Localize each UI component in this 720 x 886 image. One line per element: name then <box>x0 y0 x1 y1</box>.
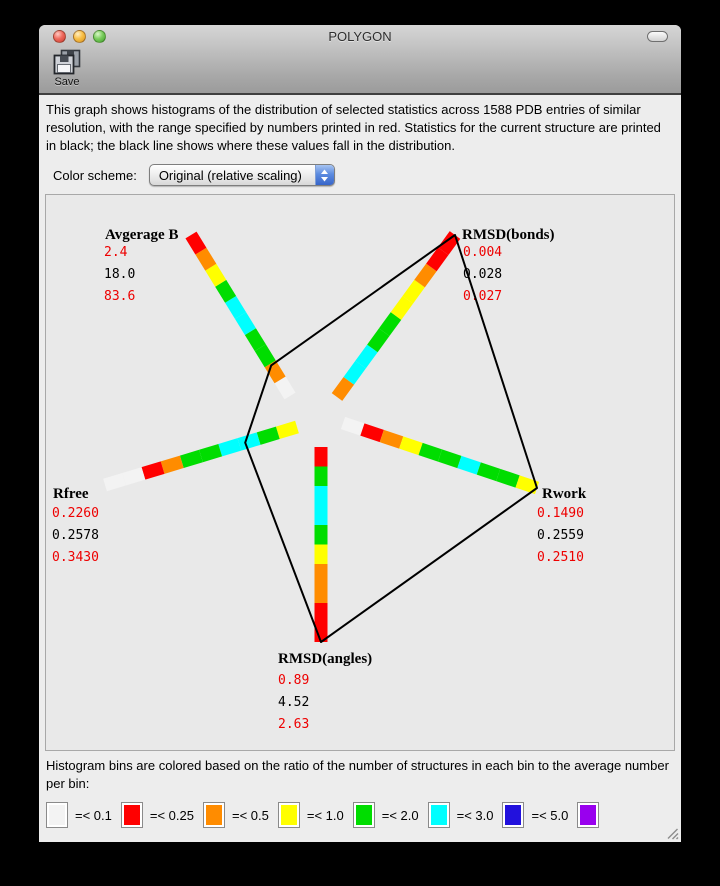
hist-bin <box>241 316 251 332</box>
resize-grip[interactable] <box>665 826 679 840</box>
hist-bin <box>440 456 459 463</box>
hist-bin <box>337 381 349 397</box>
axis-value: 0.89 <box>278 673 310 688</box>
hist-bin <box>408 284 420 300</box>
legend-label: =< 2.0 <box>381 807 419 823</box>
hist-bin <box>221 283 231 299</box>
save-button[interactable] <box>49 47 85 90</box>
hist-bin <box>382 436 401 443</box>
axis-label-2: Rwork <box>542 486 587 502</box>
popup-arrows-icon <box>315 165 334 185</box>
hist-bin <box>401 443 420 450</box>
color-scheme-label: Color scheme: <box>53 167 137 183</box>
axis-value: 83.6 <box>104 289 136 304</box>
legend-label: =< 0.25 <box>149 807 194 823</box>
save-icon <box>53 49 81 75</box>
legend-swatch-color <box>124 805 140 825</box>
legend-swatch-blue <box>502 802 524 828</box>
color-legend <box>46 802 674 828</box>
color-scheme-value: Original (relative scaling) <box>158 167 302 183</box>
legend-label: =< 3.0 <box>456 807 494 823</box>
legend-swatch-purple <box>577 802 599 828</box>
minimize-button[interactable] <box>73 30 86 43</box>
color-scheme-row <box>46 164 674 186</box>
legend-swatch-white <box>46 802 68 828</box>
hist-bin <box>343 423 362 430</box>
axis-value: 2.63 <box>278 717 310 732</box>
description-text: This graph shows histograms of the distribution of selected statistics across 1588 PDB entries of similar resolution, with the range specified by numbers printed in red. Statistics for the current structure are printed in black; the black line shows where these values fall in the distribution. <box>46 102 661 153</box>
legend-swatch-cyan <box>428 802 450 828</box>
hist-bin <box>518 482 537 489</box>
zoom-button[interactable] <box>93 30 106 43</box>
legend-swatch-color <box>49 805 65 825</box>
polygon-window <box>39 25 681 842</box>
axis-value: 0.004 <box>463 245 503 260</box>
legend-swatch-color <box>281 805 297 825</box>
legend-label: =< 0.5 <box>231 807 269 823</box>
hist-bin <box>384 316 396 332</box>
polygon-chart-panel <box>45 194 675 751</box>
axis-value: 0.2578 <box>52 528 99 543</box>
hist-bin <box>250 332 260 348</box>
window-chrome <box>39 25 681 95</box>
axis-value: 0.028 <box>463 267 503 282</box>
axis-label-1: RMSD(bonds) <box>462 227 555 243</box>
polygon-chart-svg <box>46 195 674 750</box>
hist-bin <box>211 267 221 283</box>
hist-bin <box>124 473 143 479</box>
hist-bin <box>420 267 432 283</box>
hist-bin <box>479 469 498 476</box>
hist-bin <box>105 479 124 485</box>
hist-bin <box>362 430 381 437</box>
hist-bin <box>421 449 440 456</box>
legend-panel <box>39 751 681 828</box>
axis-label-4: Rfree <box>53 486 89 502</box>
hist-bin <box>278 427 297 433</box>
hist-bin <box>201 251 211 267</box>
legend-swatch-color <box>505 805 521 825</box>
hist-bin <box>260 348 270 364</box>
legend-swatch-color <box>580 805 596 825</box>
legend-swatch-red <box>121 802 143 828</box>
legend-swatch-color <box>206 805 222 825</box>
toolbar-toggle-button[interactable] <box>647 31 668 42</box>
hist-bin <box>431 251 443 267</box>
hist-bin <box>201 450 220 456</box>
legend-swatch-yellow <box>278 802 300 828</box>
toolbar <box>39 47 85 93</box>
axis-value: 4.52 <box>278 695 310 710</box>
axis-value: 0.1490 <box>537 506 584 521</box>
legend-caption: Histogram bins are colored based on the ratio of the number of structures in each bin to the average number per bin: <box>46 758 669 791</box>
hist-bin <box>459 462 478 469</box>
hist-bin <box>239 439 258 445</box>
axis-value: 0.2559 <box>537 528 584 543</box>
header-info-panel <box>39 95 681 186</box>
window-title: POLYGON <box>328 29 392 44</box>
hist-bin <box>163 462 182 468</box>
legend-label: =< 5.0 <box>531 807 569 823</box>
color-scheme-select[interactable] <box>149 164 335 186</box>
legend-swatch-color <box>356 805 372 825</box>
save-button-label: Save <box>54 76 80 88</box>
legend-swatch-orange <box>203 802 225 828</box>
legend-swatch-color <box>431 805 447 825</box>
hist-bin <box>182 456 201 462</box>
title-bar[interactable] <box>39 25 681 47</box>
axis-value: 18.0 <box>104 267 136 282</box>
hist-bin <box>143 468 162 474</box>
axis-label-3: RMSD(angles) <box>278 651 373 667</box>
axis-value: 2.4 <box>104 245 128 260</box>
traffic-lights <box>53 30 106 43</box>
axis-value: 0.027 <box>463 289 503 304</box>
hist-bin <box>220 444 239 450</box>
legend-label: =< 0.1 <box>75 807 112 823</box>
hist-bin <box>361 348 373 364</box>
axis-value: 0.2260 <box>52 506 99 521</box>
legend-swatch-green <box>353 802 375 828</box>
hist-bin <box>396 300 408 316</box>
legend-label: =< 1.0 <box>306 807 344 823</box>
axis-label-0: Avgerage B <box>105 227 179 243</box>
hist-bin <box>349 365 361 381</box>
hist-bin <box>231 299 241 315</box>
close-button[interactable] <box>53 30 66 43</box>
hist-bin <box>259 433 278 439</box>
hist-bin <box>498 475 517 482</box>
hist-bin <box>191 235 201 251</box>
axis-value: 0.2510 <box>537 550 584 565</box>
hist-bin <box>372 332 384 348</box>
hist-bin <box>280 380 290 396</box>
axis-value: 0.3430 <box>52 550 99 565</box>
